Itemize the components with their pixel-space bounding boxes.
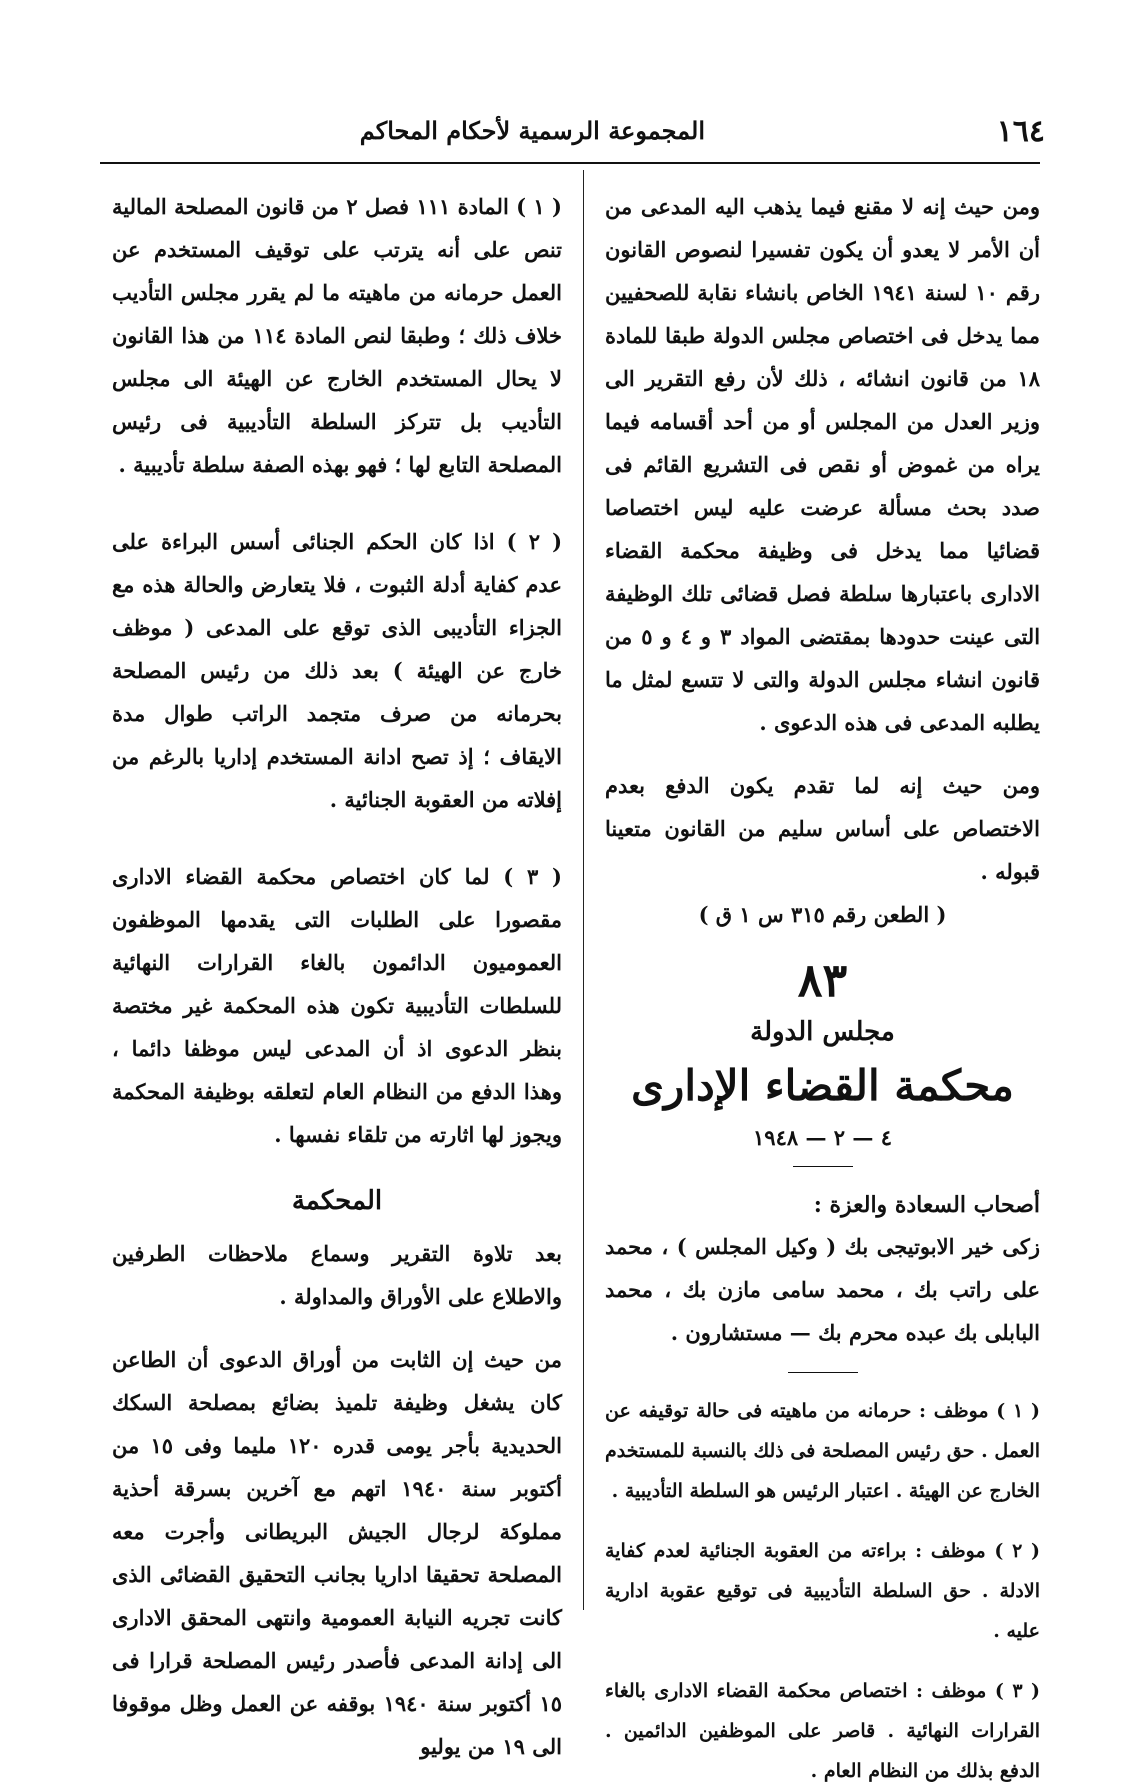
section-title: المحكمة <box>291 1186 383 1216</box>
divider <box>793 1166 853 1167</box>
left-column <box>112 185 562 1768</box>
right-paragraph-1: ومن حيث إنه لا مقنع فيما يذهب اليه المدعى من أن الأمر لا يعدو أن يكون تفسيرا لنصوص القانون رقم ١٠ لسنة ١٩٤١ الخاص بانشاء نقابة للصحفيين مما يدخل فى اختصاص مجلس الدولة طبقا للمادة ١٨ من قانون انشائه ، ذلك لأن رفع التقرير الى وزير العدل من المجلس أو من أحد أقسامه فيما يراه من غموض أو نقص فى التشريع القائم فى صدد بحث مسألة عرضت عليه ليس اختصاصا قضائيا مما يدخل فى وظيفة محكمة القضاء الادارى باعتبارها سلطة فصل قضائى تلك الوظيفة التى عينت حدودها بمقتضى المواد ٣ و ٤ و ٥ من قانون انشاء مجلس الدولة والتى لا تتسع لمثل ما يطلبه المدعى فى هذه الدعوى . <box>605 194 1041 735</box>
page-number: ١٦٤ <box>996 114 1045 149</box>
principle-2: ( ٢ ) اذا كان الحكم الجنائى أسس البراءة على عدم كفاية أدلة الثبوت ، فلا يتعارض والحالة هذه مع الجزاء التأديبى الذى توقع على المدعى ( موظف خارج عن الهيئة ) بعد ذلك من رئيس المصلحة بحرمانه من صرف متجمد الراتب طوال مدة الايقاف ؛ إذ تصح ادانة المستخدم إداريا بالرغم من إفلاته من العقوبة الجنائية . <box>112 529 562 812</box>
headnote-3: ( ٣ ) موظف : اختصاص محكمة القضاء الادارى بالغاء القرارات النهائية . قاصر على الموظفين الدائمين . الدفع بذلك من النظام العام . <box>605 1680 1041 1782</box>
header-rule <box>100 162 1040 164</box>
running-title: المجموعة الرسمية لأحكام المحاكم <box>359 116 705 145</box>
judgment-date: ٤ — ٢ — ١٩٤٨ <box>753 1125 892 1150</box>
right-column <box>605 185 1040 1791</box>
ruling-heading: أصحاب السعادة والعزة : <box>813 1192 1040 1218</box>
appeal-reference: ( الطعن رقم ٣١٥ س ١ ق ) <box>698 902 947 927</box>
facts-paragraph: من حيث إن الثابت من أوراق الدعوى أن الطاعن كان يشغل وظيفة تلميذ بضائع بمصلحة السكك الحديدية بأجر يومى قدره ١٢٠ مليما وفى ١٥ من أكتوبر سنة ١٩٤٠ اتهم مع آخرين بسرقة أحذية مملوكة لرجال الجيش البريطانى وأجرت معه المصلحة تحقيقا اداريا بجانب التحقيق القضائى الذى كانت تجريه النيابة العمومية وانتهى المحقق الادارى الى إدانة المدعى فأصدر رئيس المصلحة قرارا فى ١٥ أكتوبر سنة ١٩٤٠ بوقفه عن العمل وظل موقوفا الى ١٩ من يوليو <box>112 1347 562 1759</box>
judges-list: زكى خير الابوتيجى بك ( وكيل المجلس ) ، محمد على راتب بك ، محمد سامى مازن بك ، محمد البابلى بك عبده محرم بك — مستشارون . <box>605 1234 1040 1345</box>
principle-1: ( ١ ) المادة ١١١ فصل ٢ من قانون المصلحة المالية تنص على أنه يترتب على توقيف المستخدم عن العمل حرمانه من ماهيته ما لم يقرر مجلس التأديب خلاف ذلك ؛ وطبقا لنص المادة ١١٤ من هذا القانون لا يحال المستخدم الخارج عن الهيئة الى مجلس التأديب بل تتركز السلطة التأديبية فى رئيس المصلحة التابع لها ؛ فهو بهذه الصفة سلطة تأديبية . <box>112 194 562 477</box>
divider <box>788 1372 858 1373</box>
column-divider <box>583 170 584 1610</box>
headnote-1: ( ١ ) موظف : حرمانه من ماهيته فى حالة توقيفه عن العمل . حق رئيس المصلحة فى ذلك بالنسبة للمستخدم الخارج عن الهيئة . اعتبار الرئيس هو السلطة التأديبية . <box>605 1400 1040 1502</box>
court-name: محكمة القضاء الإدارى <box>631 1061 1014 1110</box>
right-paragraph-2: ومن حيث إنه لما تقدم يكون الدفع بعدم الاختصاص على أساس سليم من القانون متعينا قبوله . <box>605 773 1040 884</box>
page-header <box>95 108 1045 160</box>
case-number: ٨٣ <box>797 953 848 1007</box>
court-intro: بعد تلاوة التقرير وسماع ملاحظات الطرفين والاطلاع على الأوراق والمداولة . <box>112 1241 562 1309</box>
principle-3: ( ٣ ) لما كان اختصاص محكمة القضاء الادارى مقصورا على الطلبات التى يقدمها الموظفون العموميون الدائمون بالغاء القرارات النهائية للسلطات التأديبية تكون هذه المحكمة غير مختصة بنظر الدعوى اذ أن المدعى ليس موظفا دائما ، وهذا الدفع من النظام العام لتعلقه بوظيفة المحكمة ويجوز لها اثارته من تلقاء نفسها . <box>112 864 562 1147</box>
headnote-2: ( ٢ ) موظف : براءته من العقوبة الجنائية لعدم كفاية الادلة . حق السلطة التأديبية فى توقيع عقوبة ادارية عليه . <box>605 1540 1040 1642</box>
council-name: مجلس الدولة <box>750 1017 895 1047</box>
